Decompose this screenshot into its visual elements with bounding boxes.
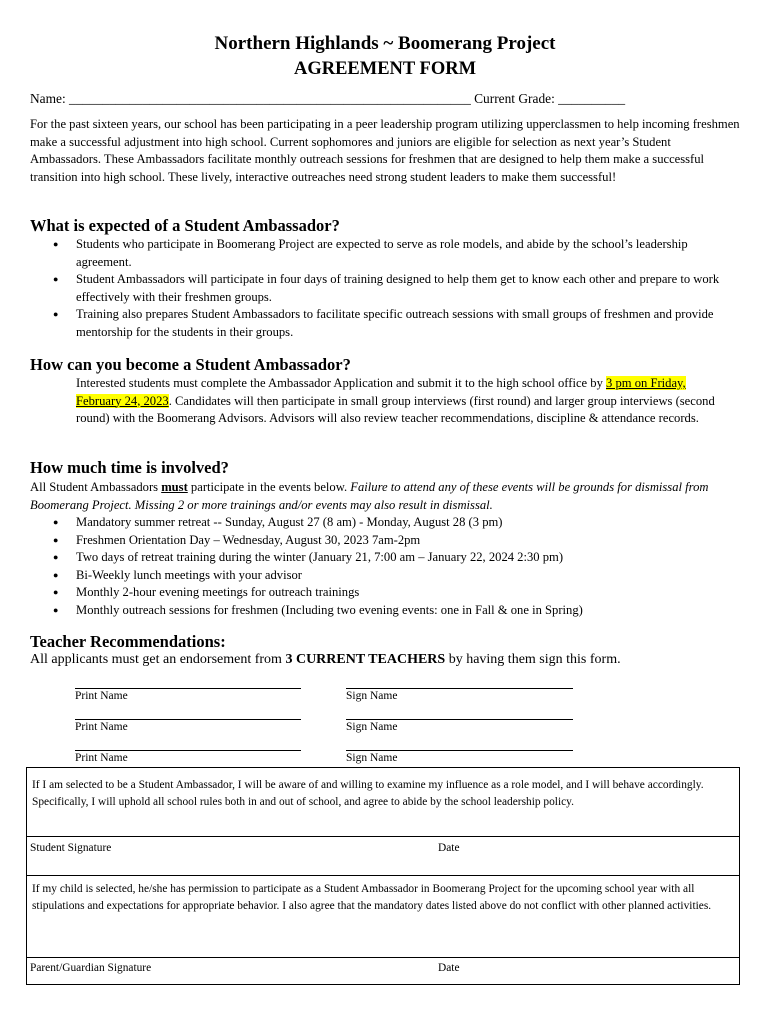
parent-date-field[interactable]: Date	[438, 962, 460, 974]
become-heading: How can you become a Student Ambassador?	[30, 355, 351, 374]
teacher-1-print-name[interactable]: Print Name	[75, 688, 301, 702]
page-title: Northern Highlands ~ Boomerang Project	[214, 33, 556, 54]
list-item: ● Student Ambassadors will participate in four days of training designed to help them get to know each other and prepare to work effectively with their freshmen groups.	[53, 271, 743, 306]
time-list	[53, 514, 743, 619]
time-heading: How much time is involved?	[30, 458, 229, 477]
application-deadline: 3 pm on Friday, February 24, 2023	[76, 376, 686, 408]
intro-paragraph: For the past sixteen years, our school has been participating in a peer leadership program utilizing upperclassmen to help incoming freshmen make a successful adjustment into high school. Current sophomores and juniors are eligible for selection as next year’s Student Ambassadors. These Ambassadors facilitate monthly outreach sessions for freshmen that are designed to help them make a successful transition into high school. These lively, interactive outreaches need strong student leaders to make them successful!	[30, 117, 740, 184]
name-line: Name: ____________________________________________________________	[30, 91, 471, 106]
expected-list	[53, 236, 743, 341]
dismissal-warning: Failure to attend any of these events will be grounds for dismissal from Boomerang Project. Missing 2 or more trainings and/or events may also result in dismissal.	[30, 480, 709, 512]
expected-heading: What is expected of a Student Ambassador?	[30, 216, 340, 235]
student-signature-field[interactable]: Student Signature	[30, 842, 112, 854]
time-intro	[30, 479, 742, 514]
become-paragraph	[76, 375, 724, 428]
teacher-2-print-name[interactable]: Print Name	[75, 719, 301, 733]
parent-signature-line	[27, 957, 739, 958]
grade-line: Current Grade: __________	[474, 91, 626, 106]
parent-signature-field[interactable]: Parent/Guardian Signature	[30, 962, 152, 974]
list-item: ● Freshmen Orientation Day – Wednesday, August 30, 2023 7am-2pm	[53, 532, 743, 550]
time-intro-text-after: participate in the events below.	[187, 480, 351, 494]
page-subtitle: AGREEMENT FORM	[293, 59, 477, 79]
list-item: ● Mandatory summer retreat -- Sunday, August 27 (8 am) - Monday, August 28 (3 pm)	[53, 514, 743, 532]
list-item: ● Training also prepares Student Ambassadors to facilitate specific outreach sessions with small groups of freshmen and provide mentorship for the students in their groups.	[53, 306, 743, 341]
teacher-3-print-name[interactable]: Print Name	[75, 750, 301, 764]
teachers-text-after: by having them sign this form.	[445, 652, 621, 667]
teachers-instruction	[30, 652, 621, 668]
must-emphasis: must	[161, 480, 188, 494]
teachers-heading: Teacher Recommendations:	[30, 632, 226, 651]
list-item: ● Two days of retreat training during the winter (January 21, 7:00 am – January 22, 2024 2:30 pm)	[53, 549, 743, 567]
student-signature-line	[27, 836, 739, 837]
teacher-count: 3 CURRENT TEACHERS	[285, 652, 446, 667]
list-item: ● Students who participate in Boomerang Project are expected to serve as role models, and abide by the school’s leadership agreement.	[53, 236, 743, 271]
teacher-3-sign-name[interactable]: Sign Name	[346, 750, 573, 764]
list-item: ● Bi-Weekly lunch meetings with your advisor	[53, 567, 743, 585]
student-agreement-text: If I am selected to be a Student Ambassador, I will be aware of and willing to examine my influence as a role model, and I will behave accordingly. Specifically, I will uphold all school rules both in and out of school, and agree to abide by the school leadership policy.	[32, 779, 704, 808]
time-intro-text: All Student Ambassadors	[30, 480, 162, 494]
become-text-before: Interested students must complete the Ambassador Application and submit it to the high school office by	[76, 376, 607, 390]
teacher-2-sign-name[interactable]: Sign Name	[346, 719, 573, 733]
teachers-text-before: All applicants must get an endorsement from	[30, 652, 286, 667]
become-text-after: . Candidates will then participate in small group interviews (first round) and larger group interviews (second round) with the Boomerang Advisors. Advisors will also review teacher recommendations, discipline & attendance records.	[76, 393, 715, 425]
teacher-1-sign-name[interactable]: Sign Name	[346, 688, 573, 702]
list-item: ● Monthly outreach sessions for freshmen (Including two evening events: one in Fall & one in Spring)	[53, 602, 743, 620]
parent-agreement-text: If my child is selected, he/she has permission to participate as a Student Ambassador in Boomerang Project for the upcoming school year with all stipulations and expectations for appropriate behavior. I also agree that the mandatory dates listed above do not conflict with other planned activities.	[32, 883, 712, 912]
name-field[interactable]	[30, 90, 625, 108]
student-date-field[interactable]: Date	[438, 842, 460, 854]
list-item: ● Monthly 2-hour evening meetings for outreach trainings	[53, 584, 743, 602]
parent-agreement-box	[26, 875, 740, 985]
student-agreement-box	[26, 767, 740, 876]
